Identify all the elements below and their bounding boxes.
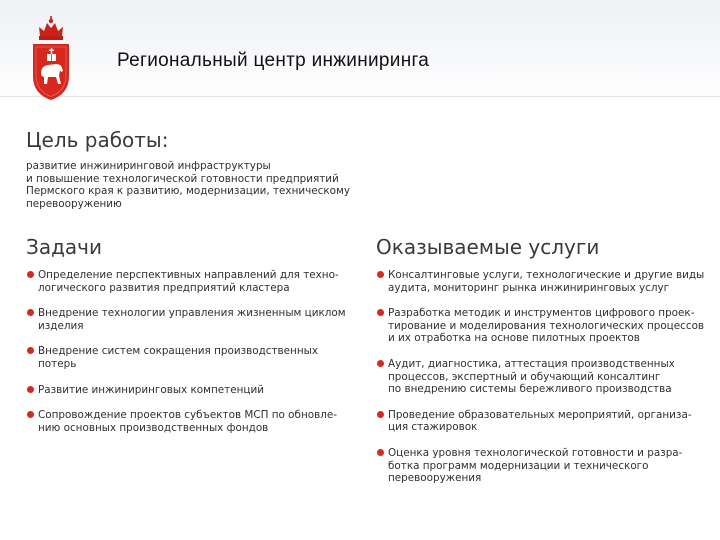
service-line: Разработка методик и инструментов цифрового проек- (388, 307, 695, 320)
service-item (376, 307, 705, 345)
service-line: Консалтинговые услуги, технологические и другие виды (388, 269, 705, 281)
tasks-list (26, 269, 346, 447)
bullet-icon (377, 360, 384, 367)
goal-text (26, 160, 356, 210)
services-heading: Оказываемые услуги (376, 235, 600, 259)
bullet-icon (377, 309, 384, 316)
bullet-icon (27, 347, 34, 354)
service-line: процессов, экспертный и обучающий консалтинг (388, 370, 661, 383)
goal-text-line: перевооружению (26, 197, 122, 210)
task-line: Развитие инжиниринговых компетенций (38, 383, 264, 396)
bullet-icon (27, 271, 34, 278)
task-line: логического развития предприятий кластера (38, 281, 290, 294)
task-line: нию основных производственных фондов (38, 421, 269, 434)
bullet-icon (27, 411, 34, 418)
service-line: и их отработка на основе пилотных проектов (388, 332, 640, 345)
bullet-icon (377, 271, 384, 278)
task-line: Внедрение технологии управления жизненным циклом (38, 307, 346, 320)
service-item (376, 358, 696, 396)
service-line: по внедрению системы бережливого производства (388, 383, 672, 396)
task-item (26, 384, 346, 397)
service-line: Аудит, диагностика, аттестация производственных (388, 357, 675, 370)
task-item (26, 409, 346, 434)
service-item (376, 269, 705, 294)
bullet-icon (377, 449, 384, 456)
task-line: Внедрение систем сокращения производственных (38, 345, 318, 358)
service-line: ция стажировок (388, 421, 478, 434)
service-item (376, 409, 696, 434)
service-line: Проведение образовательных мероприятий, организа- (388, 408, 692, 421)
task-item (26, 269, 346, 294)
task-line: потерь (38, 357, 77, 370)
bullet-icon (27, 386, 34, 393)
task-item (26, 307, 346, 332)
bullet-icon (27, 309, 34, 316)
tasks-heading: Задачи (26, 235, 102, 259)
bullet-icon (377, 411, 384, 418)
goal-text-line: и повышение технологической готовности предприятий (26, 172, 339, 185)
task-line: Определение перспективных направлений для техно- (38, 269, 339, 281)
task-line: Сопровождение проектов субъектов МСП по обновле- (38, 409, 337, 422)
service-line: перевооружения (388, 472, 482, 485)
goal-text-line: Пермского края к развитию, модернизации, техническому (26, 185, 350, 198)
goal-text-line: развитие инжиниринговой инфраструктуры (26, 160, 271, 172)
service-item (376, 447, 696, 485)
service-line: ботка программ модернизации и технического (388, 459, 649, 472)
page-title: Региональный центр инжиниринга (117, 50, 430, 71)
header-divider (0, 96, 720, 97)
service-line: аудита, мониторинг рынка инжиниринговых услуг (388, 281, 670, 294)
service-line: тирование и моделирования технологических процессов (388, 319, 705, 332)
goal-heading: Цель работы: (26, 128, 169, 152)
task-item (26, 345, 346, 370)
service-line: Оценка уровня технологической готовности и разра- (388, 446, 683, 459)
task-line: изделия (38, 319, 84, 332)
perm-krai-coat-of-arms-icon (28, 14, 74, 104)
services-list (376, 269, 705, 498)
